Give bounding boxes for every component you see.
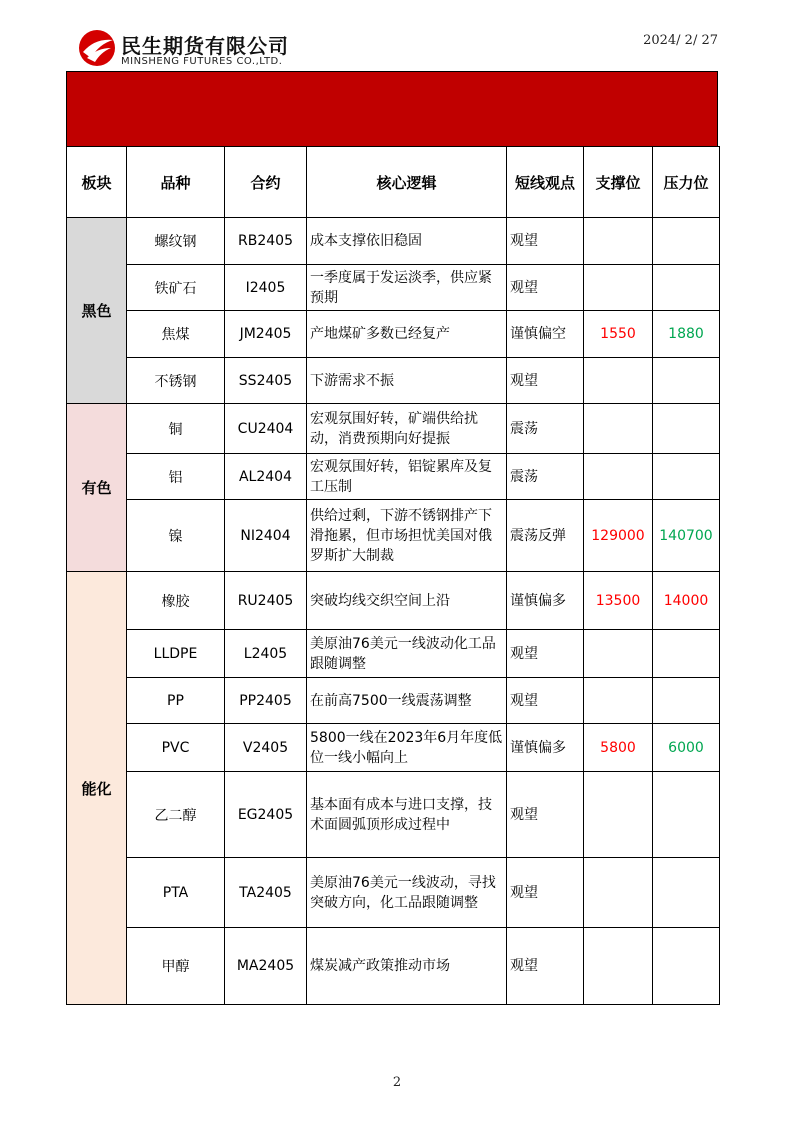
header-logic: 核心逻辑 <box>307 147 507 218</box>
resistance-cell: 14000 <box>653 572 720 630</box>
contract-cell: RU2405 <box>225 572 307 630</box>
logic-cell: 美原油76美元一线波动化工品跟随调整 <box>307 630 507 678</box>
resistance-cell <box>653 630 720 678</box>
resistance-cell <box>653 454 720 500</box>
view-cell: 观望 <box>507 358 584 404</box>
sector-energy-chemical: 能化 <box>67 572 127 1005</box>
view-cell: 观望 <box>507 630 584 678</box>
table-header-row <box>67 147 720 218</box>
resistance-cell: 140700 <box>653 500 720 572</box>
table-row <box>67 218 720 265</box>
contract-cell: L2405 <box>225 630 307 678</box>
table-row <box>67 630 720 678</box>
logic-cell: 基本面有成本与进口支撑，技术面圆弧顶形成过程中 <box>307 772 507 858</box>
title-banner <box>66 71 718 147</box>
resistance-cell <box>653 678 720 724</box>
view-cell: 观望 <box>507 928 584 1005</box>
contract-cell: AL2404 <box>225 454 307 500</box>
table-row <box>67 500 720 572</box>
table-row <box>67 678 720 724</box>
view-cell: 观望 <box>507 678 584 724</box>
contract-cell: CU2404 <box>225 404 307 454</box>
support-cell: 13500 <box>584 572 653 630</box>
table-row <box>67 928 720 1005</box>
minsheng-logo-icon <box>77 28 117 68</box>
report-date: 2024/ 2/ 27 <box>643 33 718 48</box>
view-cell: 观望 <box>507 772 584 858</box>
product-cell: 螺纹钢 <box>127 218 225 265</box>
resistance-cell <box>653 928 720 1005</box>
resistance-cell <box>653 858 720 928</box>
company-name-en: MINSHENG FUTURES CO.,LTD. <box>121 56 283 67</box>
table-row <box>67 311 720 358</box>
resistance-cell <box>653 358 720 404</box>
support-cell: 1550 <box>584 311 653 358</box>
resistance-cell <box>653 218 720 265</box>
view-cell: 观望 <box>507 265 584 311</box>
product-cell: PTA <box>127 858 225 928</box>
support-cell <box>584 858 653 928</box>
table-row <box>67 358 720 404</box>
product-cell: 乙二醇 <box>127 772 225 858</box>
table-row <box>67 724 720 772</box>
product-cell: 镍 <box>127 500 225 572</box>
table-row <box>67 404 720 454</box>
header-support: 支撑位 <box>584 147 653 218</box>
product-cell: PVC <box>127 724 225 772</box>
contract-cell: PP2405 <box>225 678 307 724</box>
resistance-cell: 6000 <box>653 724 720 772</box>
contract-cell: I2405 <box>225 265 307 311</box>
contract-cell: RB2405 <box>225 218 307 265</box>
logic-cell: 在前高7500一线震荡调整 <box>307 678 507 724</box>
support-cell <box>584 265 653 311</box>
header-view: 短线观点 <box>507 147 584 218</box>
logic-cell: 宏观氛围好转，矿端供给扰动，消费预期向好提振 <box>307 404 507 454</box>
product-cell: 甲醇 <box>127 928 225 1005</box>
table-row <box>67 265 720 311</box>
view-cell: 震荡 <box>507 404 584 454</box>
view-cell: 震荡 <box>507 454 584 500</box>
table-row <box>67 454 720 500</box>
company-name-cn: 民生期货有限公司 <box>121 34 289 58</box>
product-cell: 不锈钢 <box>127 358 225 404</box>
view-cell: 观望 <box>507 218 584 265</box>
futures-view-table <box>66 146 720 1005</box>
logic-cell: 5800一线在2023年6月年度低位一线小幅向上 <box>307 724 507 772</box>
support-cell <box>584 772 653 858</box>
contract-cell: SS2405 <box>225 358 307 404</box>
view-cell: 谨慎偏空 <box>507 311 584 358</box>
support-cell <box>584 678 653 724</box>
product-cell: 铝 <box>127 454 225 500</box>
header-sector: 板块 <box>67 147 127 218</box>
support-cell <box>584 454 653 500</box>
logic-cell: 突破均线交织空间上沿 <box>307 572 507 630</box>
contract-cell: TA2405 <box>225 858 307 928</box>
contract-cell: JM2405 <box>225 311 307 358</box>
logic-cell: 美原油76美元一线波动，寻找突破方向，化工品跟随调整 <box>307 858 507 928</box>
contract-cell: MA2405 <box>225 928 307 1005</box>
logic-cell: 成本支撑依旧稳固 <box>307 218 507 265</box>
sector-nonferrous: 有色 <box>67 404 127 572</box>
logic-cell: 一季度属于发运淡季，供应紧预期 <box>307 265 507 311</box>
logic-cell: 产地煤矿多数已经复产 <box>307 311 507 358</box>
view-cell: 谨慎偏多 <box>507 724 584 772</box>
header-contract: 合约 <box>225 147 307 218</box>
header-resistance: 压力位 <box>653 147 720 218</box>
view-cell: 观望 <box>507 858 584 928</box>
company-logo <box>77 28 317 72</box>
resistance-cell <box>653 772 720 858</box>
resistance-cell <box>653 265 720 311</box>
support-cell <box>584 358 653 404</box>
resistance-cell <box>653 404 720 454</box>
support-cell <box>584 630 653 678</box>
resistance-cell: 1880 <box>653 311 720 358</box>
header-product: 品种 <box>127 147 225 218</box>
view-cell: 震荡反弹 <box>507 500 584 572</box>
page-number: 2 <box>392 1075 402 1090</box>
support-cell: 5800 <box>584 724 653 772</box>
product-cell: 橡胶 <box>127 572 225 630</box>
product-cell: 焦煤 <box>127 311 225 358</box>
support-cell <box>584 404 653 454</box>
table-row <box>67 572 720 630</box>
product-cell: 铁矿石 <box>127 265 225 311</box>
product-cell: LLDPE <box>127 630 225 678</box>
contract-cell: V2405 <box>225 724 307 772</box>
support-cell: 129000 <box>584 500 653 572</box>
support-cell <box>584 928 653 1005</box>
table-row <box>67 772 720 858</box>
logic-cell: 下游需求不振 <box>307 358 507 404</box>
contract-cell: EG2405 <box>225 772 307 858</box>
sector-black: 黑色 <box>67 218 127 404</box>
logic-cell: 宏观氛围好转，铝锭累库及复工压制 <box>307 454 507 500</box>
view-cell: 谨慎偏多 <box>507 572 584 630</box>
product-cell: PP <box>127 678 225 724</box>
table-row <box>67 858 720 928</box>
product-cell: 铜 <box>127 404 225 454</box>
support-cell <box>584 218 653 265</box>
logic-cell: 供给过剩，下游不锈钢排产下滑拖累，但市场担忧美国对俄罗斯扩大制裁 <box>307 500 507 572</box>
contract-cell: NI2404 <box>225 500 307 572</box>
logic-cell: 煤炭减产政策推动市场 <box>307 928 507 1005</box>
